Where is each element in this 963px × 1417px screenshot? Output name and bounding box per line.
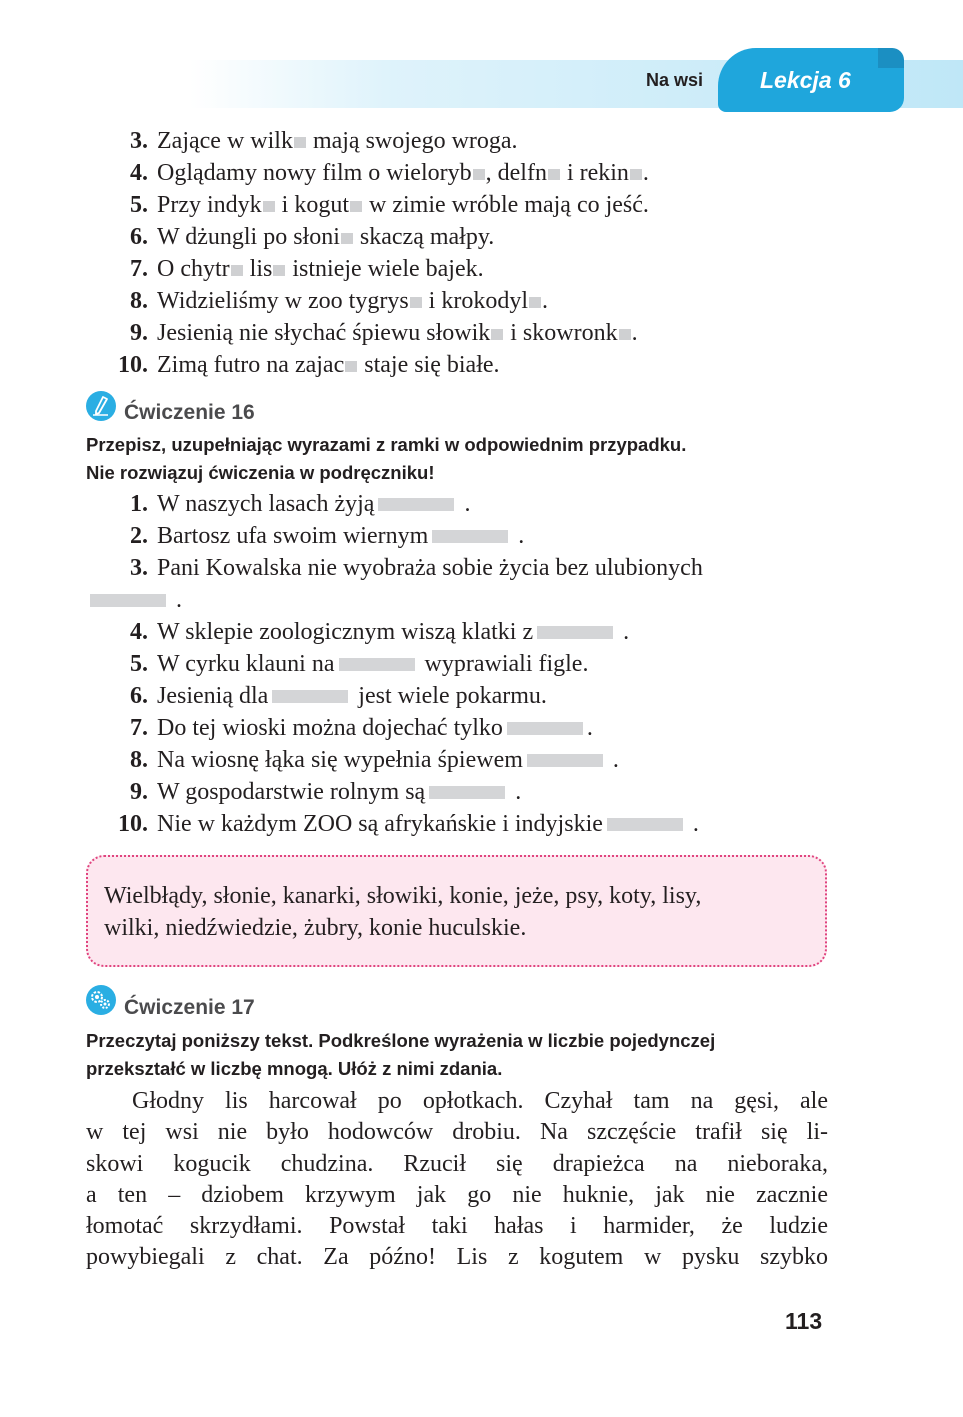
item-text — [157, 744, 619, 776]
text-fragment: Oglądamy nowy film o wieloryb — [157, 160, 472, 186]
item-number: 3. — [130, 555, 148, 581]
item-number: 9. — [130, 320, 148, 346]
text-fragment: staje się białe. — [358, 352, 500, 378]
text-fragment: mają swojego wroga. — [306, 128, 518, 154]
blank-gap — [263, 201, 275, 212]
text-fragment: . — [631, 320, 638, 346]
text-fragment: . — [686, 811, 699, 837]
blank-gap — [378, 498, 454, 511]
text-fragment: Zimą futro na zajac — [157, 352, 345, 378]
blank-gap — [491, 329, 503, 340]
blank-gap — [607, 818, 683, 831]
blank-gap — [350, 201, 362, 212]
blank-gap — [537, 626, 613, 639]
item-number: 9. — [130, 779, 148, 805]
text-fragment: lis — [243, 256, 273, 282]
text-fragment: jest wiele pokarmu. — [352, 683, 547, 709]
text-fragment: . — [170, 587, 182, 613]
item-number: 7. — [130, 715, 148, 741]
item-text — [157, 520, 524, 552]
item-number: 5. — [130, 192, 148, 218]
text-fragment: . — [512, 523, 525, 549]
text-line-1: Głodny lis harcował po opłotkach. Czyhał tam na gęsi, ale — [132, 1088, 828, 1114]
text-line-5: łomotać skrzydłami. Powstał taki hałas i harmider, że ludzie — [86, 1213, 828, 1240]
exercise-16-instruction-line-1: Przepisz, uzupełniając wyrazami z ramki w odpowiednim przypadku. — [86, 434, 687, 455]
exercise-16-title: Ćwiczenie 16 — [124, 401, 255, 424]
item-text — [86, 584, 182, 616]
text-fragment: W gospodarstwie rolnym są — [157, 779, 426, 805]
word-box-line-1: Wielbłądy, słonie, kanarki, słowiki, konie, jeże, psy, koty, lisy, — [104, 883, 702, 909]
item-text — [157, 125, 518, 157]
item-text — [157, 285, 548, 317]
blank-gap — [294, 137, 306, 148]
lesson-label: Lekcja 6 — [760, 67, 851, 93]
text-line-3: skowi kogucik chudzina. Rzucił się drapieżca na nieboraka, — [86, 1150, 828, 1177]
exercise-17-instruction-line-1: Przeczytaj poniższy tekst. Podkreślone wyrażenia w liczbie pojedynczej — [86, 1030, 716, 1051]
item-number: 8. — [130, 288, 148, 314]
text-fragment: Pani Kowalska nie wyobraża sobie życia bez ulubionych — [157, 555, 703, 581]
item-text — [157, 776, 521, 808]
text-fragment: . — [458, 491, 471, 517]
item-number: 4. — [130, 619, 148, 645]
item-number: 10. — [118, 352, 148, 378]
page-number: 113 — [785, 1308, 823, 1334]
text-fragment: wyprawiali figle. — [418, 651, 589, 677]
exercise-17-instruction-line-2: przekształć w liczbę mnogą. Ułóż z nimi zdania. — [86, 1058, 503, 1079]
item-text — [157, 221, 494, 253]
text-fragment: , delfn — [485, 160, 547, 186]
text-fragment: Bartosz ufa swoim wiernym — [157, 523, 429, 549]
blank-gap — [432, 530, 508, 543]
item-text — [157, 616, 629, 648]
text-fragment: Przy indyk — [157, 192, 262, 218]
blank-gap — [341, 233, 353, 244]
text-fragment: . — [606, 747, 619, 773]
text-fragment: i krokodyl — [422, 288, 528, 314]
blank-gap — [231, 265, 243, 276]
item-number: 8. — [130, 747, 148, 773]
item-number: 1. — [130, 491, 148, 517]
blank-gap — [272, 690, 348, 703]
text-fragment: i rekin — [560, 160, 629, 186]
item-number: 4. — [130, 160, 148, 186]
item-text — [157, 317, 638, 349]
blank-gap — [619, 329, 631, 340]
text-fragment: O chytr — [157, 256, 230, 282]
item-text — [157, 349, 500, 381]
item-number: 5. — [130, 651, 148, 677]
gears-icon — [86, 985, 116, 1015]
text-fragment: Nie w każdym ZOO są afrykańskie i indyjskie — [157, 811, 603, 837]
blank-gap — [630, 169, 642, 180]
blank-gap — [429, 786, 505, 799]
text-fragment: Widzieliśmy w zoo tygrys — [157, 288, 409, 314]
text-fragment: W cyrku klauni na — [157, 651, 335, 677]
text-fragment: Jesienią dla — [157, 683, 269, 709]
item-text — [157, 253, 484, 285]
text-fragment: i kogut — [275, 192, 350, 218]
item-number: 6. — [130, 224, 148, 250]
exercise-16-instruction — [86, 431, 830, 487]
item-text — [157, 680, 547, 712]
item-text — [157, 488, 470, 520]
blank-gap — [548, 169, 560, 180]
text-line-2: w tej wsi nie było hodowców drobiu. Na szczęście trafił się li- — [86, 1119, 828, 1146]
blank-gap — [339, 658, 415, 671]
word-box-text — [104, 880, 814, 944]
blank-gap — [527, 754, 603, 767]
item-text — [157, 808, 699, 840]
item-number: 7. — [130, 256, 148, 282]
blank-gap — [507, 722, 583, 735]
item-text — [157, 712, 593, 744]
text-fragment: Do tej wioski można dojechać tylko — [157, 715, 503, 741]
item-text — [157, 552, 703, 584]
exercise-17-instruction — [86, 1027, 830, 1083]
exercise-16-instruction-line-2: Nie rozwiązuj ćwiczenia w podręczniku! — [86, 462, 435, 483]
text-fragment: . — [542, 288, 548, 314]
text-fragment: istnieje wiele bajek. — [286, 256, 484, 282]
exercise-17-title: Ćwiczenie 17 — [124, 996, 255, 1019]
text-fragment: W naszych lasach żyją — [157, 491, 375, 517]
item-text — [157, 648, 588, 680]
item-number: 10. — [118, 811, 148, 837]
text-fragment: Na wiosnę łąka się wypełnia śpiewem — [157, 747, 523, 773]
text-fragment: W dżungli po słoni — [157, 224, 340, 250]
text-fragment: Jesienią nie słychać śpiewu słowik — [157, 320, 491, 346]
text-fragment: Zające w wilk — [157, 128, 293, 154]
blank-gap — [345, 361, 357, 372]
text-line-6: powybiegali z chat. Za późno! Lis z kogutem w pysku szybko — [86, 1244, 828, 1271]
item-text — [157, 157, 649, 189]
text-fragment: . — [509, 779, 522, 805]
text-fragment: skaczą małpy. — [353, 224, 495, 250]
blank-gap — [273, 265, 285, 276]
item-text — [157, 189, 649, 221]
blank-gap — [90, 594, 166, 607]
text-fragment: w zimie wróble mają co jeść. — [363, 192, 649, 218]
text-fragment: . — [586, 715, 593, 741]
chapter-topic: Na wsi — [646, 70, 704, 90]
blank-gap — [529, 297, 541, 308]
text-fragment: . — [617, 619, 630, 645]
exercise-17-text — [86, 1086, 828, 1274]
item-number: 6. — [130, 683, 148, 709]
blank-gap — [410, 297, 422, 308]
word-box-line-2: wilki, niedźwiedzie, żubry, konie huculskie. — [104, 915, 527, 941]
item-number: 2. — [130, 523, 148, 549]
text-fragment: . — [642, 160, 649, 186]
pencil-icon — [86, 391, 116, 421]
text-fragment: W sklepie zoologicznym wiszą klatki z — [157, 619, 534, 645]
blank-gap — [473, 169, 485, 180]
text-fragment: i skowronk — [504, 320, 618, 346]
text-line-4: a ten – dziobem krzywym jak go nie huknie, jak nie zacznie — [86, 1181, 828, 1208]
item-number: 3. — [130, 128, 148, 154]
